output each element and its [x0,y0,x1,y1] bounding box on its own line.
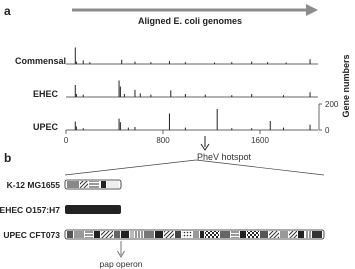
pap-operon-arrow [118,241,125,257]
x-tick-1600: 1600 [251,136,269,145]
y-tick-200: 200 [325,100,339,109]
island-ehec [65,205,121,214]
strain-label-upec: UPEC CFT073 [3,230,60,240]
y-scale-bar [319,100,339,135]
strain-label-k12: K-12 MG1655 [6,180,60,190]
x-tick-800: 800 [156,136,170,145]
y-tick-0: 0 [325,126,330,135]
track-label-upec: UPEC [32,122,58,132]
hotspot-arrow [201,136,209,150]
panel-a-label: a [4,4,11,18]
y-axis-label: Gene numbers [341,54,351,118]
track-label-ehec: EHEC [32,89,58,99]
zoom-lines [65,160,324,175]
panel-b-label: b [4,151,12,165]
track-label-commensal: Commensal [14,56,66,66]
x-axis [64,130,270,145]
island-k12 [65,180,121,189]
x-tick-0: 0 [63,136,69,145]
genome-direction-arrow [72,4,318,16]
genome-arrow-label: Aligned E. coli genomes [137,16,243,26]
strain-label-ehec: EHEC O157:H7 [0,205,60,215]
pap-operon-label: pap operon [99,259,143,269]
genome-tracks [66,48,318,131]
island-upec [65,230,324,239]
hotspot-label: PheV hotspot [196,152,252,162]
